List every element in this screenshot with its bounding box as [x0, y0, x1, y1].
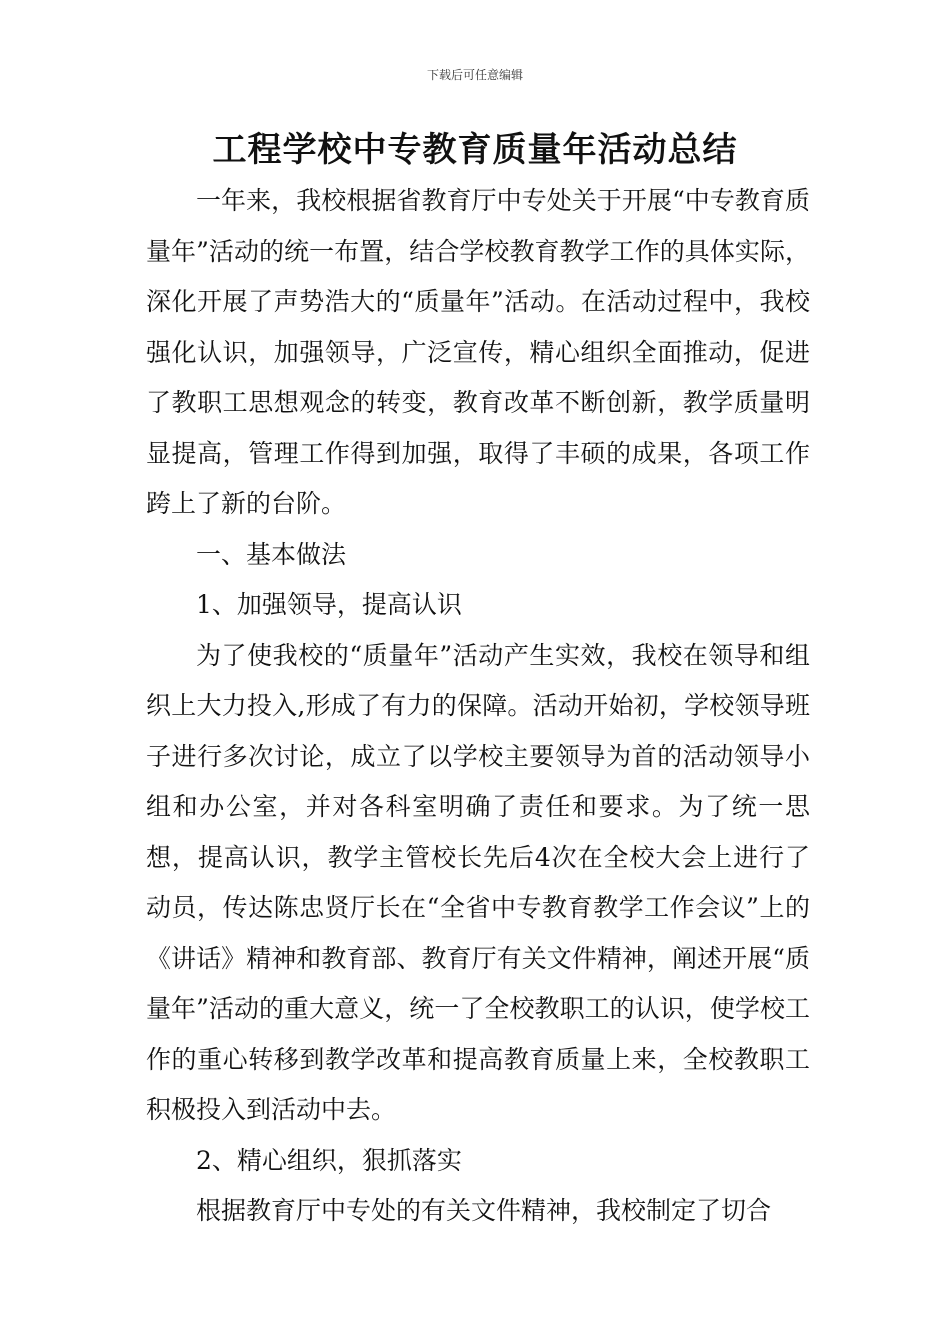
page-header-note: 下载后可任意编辑 — [426, 68, 523, 82]
document-body — [146, 176, 810, 1237]
section-heading-basic-methods: 一、基本做法 — [196, 539, 347, 569]
subsection-heading-organization: 2、精心组织，狠抓落实 — [196, 1145, 462, 1175]
document-title: 工程学校中专教育质量年活动总结 — [212, 130, 738, 170]
organization-paragraph: 根据教育厅中专处的有关文件精神，我校制定了切合 — [196, 1196, 772, 1225]
intro-paragraph: 一年来，我校根据省教育厅中专处关于开展“中专教育质量年”活动的统一布置，结合学校教育教学工作的具体实际，深化开展了声势浩大的“质量年”活动。在活动过程中，我校强化认识，加强领导，广泛宣传，精心组织全面推动，促进了教职工思想观念的转变，教育改革不断创新，教学质量明显提高，管理工作得到加强，取得了丰硕的成果，各项工作跨上了新的台阶。 — [146, 186, 810, 518]
subsection-heading-leadership: 1、加强领导，提高认识 — [196, 590, 462, 619]
leadership-paragraph: 为了使我校的“质量年”活动产生实效，我校在领导和组织上大力投入,形成了有力的保障。活动开始初，学校领导班子进行多次讨论，成立了以学校主要领导为首的活动领导小组和办公室，并对各科室明确了责任和要求。为了统一思想，提高认识，教学主管校长先后4次在全校大会上进行了动员，传达陈忠贤厅长在“全省中专教育教学工作会议”上的《讲话》精神和教育部、教育厅有关文件精神，阐述开展“质量年”活动的重大意义，统一了全校教职工的认识，使学校工作的重心转移到教学改革和提高教育质量上来，全校教职工积极投入到活动中去。 — [146, 640, 810, 1124]
